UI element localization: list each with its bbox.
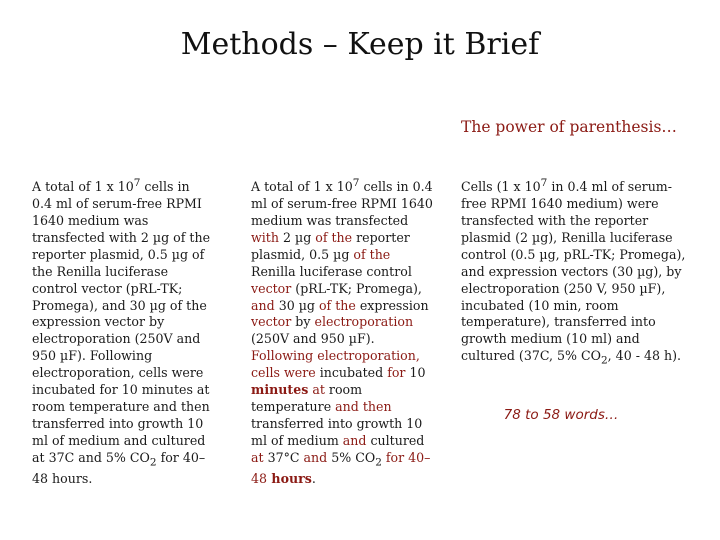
removable-word: and [299, 449, 328, 465]
removable-word: electroporation [310, 314, 414, 330]
removable-word: of the [349, 246, 391, 262]
subscript: 2 [375, 456, 382, 469]
text-run: (250V and 950 µF). [251, 331, 375, 347]
removable-word: and then [331, 398, 392, 414]
text-run: transferred into growth 10 ml of medium [251, 415, 423, 448]
condensed-methods-text [461, 175, 693, 370]
superscript: 7 [352, 177, 360, 189]
original-methods-text [32, 175, 212, 488]
word-count-note: 78 to 58 words… [503, 407, 619, 423]
condensed-paragraph [461, 175, 693, 370]
text-run: , 40 - 48 h). [607, 348, 682, 364]
text-run: A total of [251, 179, 310, 195]
removable-word: for [383, 365, 406, 381]
removable-word: vector [251, 314, 292, 330]
removable-word: vector [251, 280, 292, 296]
slide-title: Methods – Keep it Brief [180, 27, 540, 62]
text-run: 30 µg [274, 297, 315, 313]
removable-word: of the [311, 229, 353, 245]
superscript: 7 [133, 177, 141, 189]
text-run: by [291, 314, 311, 330]
removable-word: for 40–48 [251, 449, 431, 487]
text-run: cultured [366, 432, 425, 448]
text-run: . [311, 471, 316, 487]
text-run: Cells (1 x 10 [461, 179, 541, 195]
original-paragraph [32, 175, 212, 488]
text-run: in 0.4 ml of serum-free RPMI 1640 medium) were transfected with the reporter plasmid (2 µg), Renilla luciferase control (0.5 µg, pRL-TK; Promega), and expression vectors (30 µg), by electroporation (250 V, 950 µF), incubated (10 min, room temperature), transferred into growth medium (10 ml) and cultured (37C, 5% CO [461, 179, 686, 364]
text-run: Renilla luciferase control [251, 263, 412, 279]
text-run: incubated [315, 365, 384, 381]
superscript: 7 [540, 177, 548, 189]
subscript: 2 [600, 354, 608, 367]
abbreviated-word: hours [267, 471, 312, 487]
text-run: A total of 1 x 10 [32, 179, 134, 195]
subtitle: The power of parenthesis… [461, 118, 677, 136]
text-run: cells in 0.4 ml of serum-free RPMI 1640 medium was transfected [251, 179, 433, 228]
text-run: 2 µg [278, 229, 312, 245]
annotated-methods-text [251, 175, 436, 488]
removable-word: at [251, 449, 264, 465]
removable-word: Following electroporation, cells were [251, 348, 420, 381]
text-run: reporter plasmid, 0.5 µg [251, 229, 410, 262]
abbreviated-word: minutes [251, 382, 309, 398]
annotated-paragraph [251, 175, 436, 488]
text-run: 5% CO [327, 449, 376, 465]
removable-word: at [308, 382, 325, 398]
removable-word: and [251, 297, 275, 313]
text-run: cells in 0.4 ml of serum-free RPMI 1640 medium was transfected with 2 µg of the reporter plasmid, 0.5 µg of the Renilla luciferase control vector (pRL-TK; Promega), and 30 µg of the expression vector by electroporation (250V and 950 µF). Following electroporation, cells were incubated for 10 minutes at room temperature and then transferred into growth 10 ml of medium and cultured at 37C and 5% CO [32, 179, 211, 465]
text-run: 1 x 10 [309, 179, 353, 195]
text-run: expression [355, 297, 429, 313]
text-run: room temperature [251, 382, 363, 414]
removable-word: and [338, 432, 367, 448]
text-run: 37°C [263, 449, 300, 465]
subscript: 2 [149, 456, 157, 469]
text-run: (pRL-TK; Promega), [291, 280, 422, 296]
text-run: 10 [405, 365, 426, 381]
removable-word: with [251, 229, 279, 245]
removable-word: of the [314, 297, 356, 313]
text-run: for 40–48 hours. [32, 449, 206, 487]
